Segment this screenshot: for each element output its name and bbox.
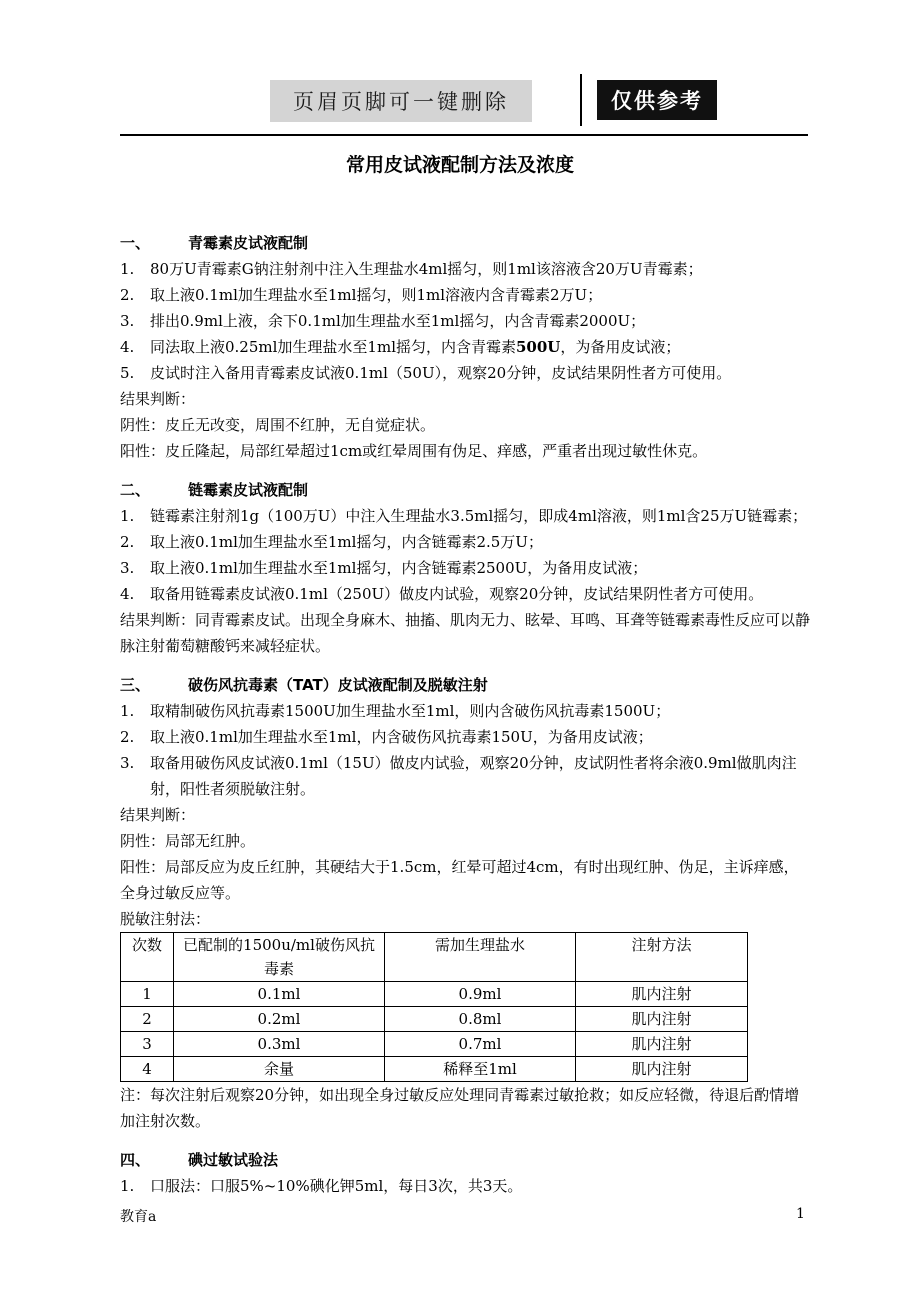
header-banner: 页眉页脚可一键删除 <box>270 80 532 122</box>
list-item <box>120 360 810 386</box>
spacer <box>120 659 810 672</box>
list-item <box>120 555 810 581</box>
table-cell: 4 <box>121 1057 174 1082</box>
desensitization-table <box>120 932 748 1082</box>
table-header: 已配制的1500u/ml破伤风抗毒素 <box>174 933 385 982</box>
item-text: 取备用链霉素皮试液0.1ml（250U）做皮内试验，观察20分钟，皮试结果阴性者方可使用。 <box>150 585 764 603</box>
table-cell: 3 <box>121 1032 174 1057</box>
item-number: 3. <box>120 559 135 577</box>
section-title: 链霉素皮试液配制 <box>188 481 309 499</box>
result-negative: 阴性：皮丘无改变，周围不红肿，无自觉症状。 <box>120 416 436 434</box>
table-cell: 0.7ml <box>385 1032 576 1057</box>
item-text: 链霉素注射剂1g（100万U）中注入生理盐水3.5ml摇匀，即成4ml溶液，则1ml含25万U链霉素； <box>150 507 808 525</box>
item-number: 5. <box>120 364 135 382</box>
table-row <box>121 1007 748 1032</box>
document-body <box>120 230 810 1199</box>
item-text <box>150 334 810 360</box>
list-item <box>120 1173 810 1199</box>
footer-label: 教育a <box>120 1209 157 1225</box>
table-cell: 肌内注射 <box>576 1007 748 1032</box>
table-note: 注：每次注射后观察20分钟，如出现全身过敏反应处理同青霉素过敏抢救；如反应轻微，待退后酌情增加注射次数。 <box>120 1086 800 1130</box>
item-text: 80万U青霉素G钠注射剂中注入生理盐水4ml摇匀，则1ml该溶液含20万U青霉素； <box>150 260 703 278</box>
table-cell: 1 <box>121 982 174 1007</box>
header-rule <box>120 134 808 136</box>
section-number: 二、 <box>120 481 151 499</box>
result-positive: 阳性：皮丘隆起，局部红晕超过1cm或红晕周围有伪足、痒感，严重者出现过敏性休克。 <box>120 442 708 460</box>
table-cell: 肌内注射 <box>576 1057 748 1082</box>
item-number: 3. <box>120 754 135 772</box>
list-item <box>120 308 810 334</box>
table-cell: 0.1ml <box>174 982 385 1007</box>
section-number: 一、 <box>120 234 151 252</box>
spacer <box>120 1134 810 1147</box>
table-cell: 0.9ml <box>385 982 576 1007</box>
section-title: 碘过敏试验法 <box>188 1151 279 1169</box>
item-number: 1. <box>120 260 135 278</box>
table-cell: 肌内注射 <box>576 982 748 1007</box>
list-item <box>120 529 810 555</box>
list-item <box>120 698 810 724</box>
item-number: 2. <box>120 286 135 304</box>
section-number: 三、 <box>120 676 151 694</box>
table-cell: 2 <box>121 1007 174 1032</box>
section-heading-4 <box>120 1147 810 1173</box>
result-negative: 阴性：局部无红肿。 <box>120 832 256 850</box>
table-row <box>121 1057 748 1082</box>
table-header: 注射方法 <box>576 933 748 982</box>
item-text-post: ，为备用皮试液； <box>560 338 681 356</box>
item-number: 2. <box>120 533 135 551</box>
list-item <box>120 256 810 282</box>
table-header: 次数 <box>121 933 174 982</box>
table-cell: 余量 <box>174 1057 385 1082</box>
header-divider <box>580 74 582 126</box>
page-number: 1 <box>796 1206 805 1222</box>
item-text: 皮试时注入备用青霉素皮试液0.1ml（50U），观察20分钟，皮试结果阴性者方可使用。 <box>150 364 732 382</box>
item-number: 4. <box>120 338 135 356</box>
item-number: 3. <box>120 312 135 330</box>
list-item <box>120 750 810 802</box>
item-number: 4. <box>120 585 135 603</box>
list-item <box>120 581 810 607</box>
item-number: 1. <box>120 507 135 525</box>
table-row <box>121 1032 748 1057</box>
section-title: 青霉素皮试液配制 <box>188 234 309 252</box>
result-label: 结果判断： <box>120 390 196 408</box>
item-text: 口服法：口服5%~10%碘化钾5ml，每日3次，共3天。 <box>150 1177 523 1195</box>
result-label: 结果判断： <box>120 806 196 824</box>
item-text-pre: 同法取上液0.25ml加生理盐水至1ml摇匀，内含青霉素 <box>150 338 516 356</box>
table-cell: 0.3ml <box>174 1032 385 1057</box>
item-number: 1. <box>120 1177 135 1195</box>
item-text: 取上液0.1ml加生理盐水至1ml，内含破伤风抗毒素150U，为备用皮试液； <box>150 728 653 746</box>
table-row <box>121 982 748 1007</box>
section-number: 四、 <box>120 1151 151 1169</box>
item-text: 取精制破伤风抗毒素1500U加生理盐水至1ml，则内含破伤风抗毒素1500U； <box>150 702 671 720</box>
item-text: 取上液0.1ml加生理盐水至1ml摇匀，内含链霉素2500U，为备用皮试液； <box>150 559 648 577</box>
header-badge: 仅供参考 <box>597 80 717 120</box>
section-title: 破伤风抗毒素（TAT）皮试液配制及脱敏注射 <box>188 676 488 694</box>
table-cell: 0.8ml <box>385 1007 576 1032</box>
item-text: 排出0.9ml上液，余下0.1ml加生理盐水至1ml摇匀，内含青霉素2000U； <box>150 312 646 330</box>
item-number: 2. <box>120 728 135 746</box>
desensitization-label: 脱敏注射法： <box>120 910 211 928</box>
table-header: 需加生理盐水 <box>385 933 576 982</box>
spacer <box>120 464 810 477</box>
table-cell: 0.2ml <box>174 1007 385 1032</box>
item-text: 取备用破伤风皮试液0.1ml（15U）做皮内试验，观察20分钟，皮试阴性者将余液0.9ml做肌肉注射，阳性者须脱敏注射。 <box>150 754 797 798</box>
list-item <box>120 334 810 360</box>
table-header-row <box>121 933 748 982</box>
section-heading-3 <box>120 672 810 698</box>
section-heading-2 <box>120 477 810 503</box>
item-text: 取上液0.1ml加生理盐水至1ml摇匀，内含链霉素2.5万U； <box>150 533 543 551</box>
list-item <box>120 282 810 308</box>
item-text: 取上液0.1ml加生理盐水至1ml摇匀，则1ml溶液内含青霉素2万U； <box>150 286 603 304</box>
result-summary: 结果判断：同青霉素皮试。出现全身麻木、抽搐、肌肉无力、眩晕、耳鸣、耳聋等链霉素毒性反应可以静脉注射葡萄糖酸钙来减轻症状。 <box>120 611 811 655</box>
list-item <box>120 503 810 529</box>
page-title: 常用皮试液配制方法及浓度 <box>345 154 574 176</box>
list-item <box>120 724 810 750</box>
item-number: 1. <box>120 702 135 720</box>
item-text-bold: 500U <box>516 338 561 356</box>
section-heading-1 <box>120 230 810 256</box>
table-cell: 稀释至1ml <box>385 1057 576 1082</box>
result-positive: 阳性：局部反应为皮丘红肿，其硬结大于1.5cm，红晕可超过4cm，有时出现红肿、伪足，主诉痒感，全身过敏反应等。 <box>120 858 799 902</box>
table-cell: 肌内注射 <box>576 1032 748 1057</box>
